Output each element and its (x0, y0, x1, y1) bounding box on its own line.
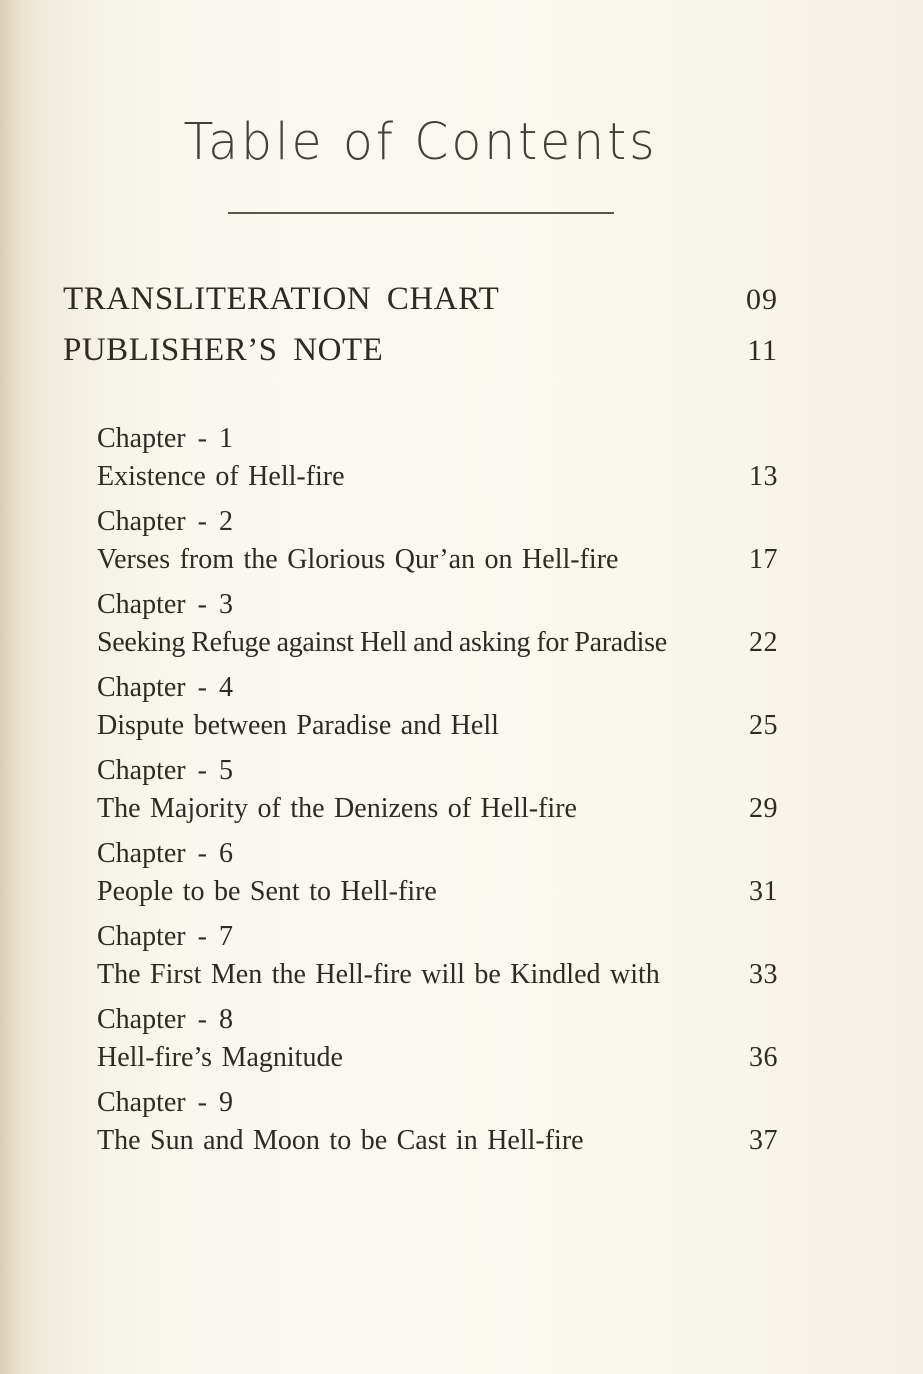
toc-entry-chapter-1 (97, 420, 778, 496)
toc-entry-chapter-4 (97, 669, 778, 745)
chapter-title-row (97, 1122, 778, 1160)
chapter-title: Existence of Hell-fire (97, 461, 345, 492)
chapter-page-number: 36 (749, 1042, 778, 1073)
chapter-title: The First Men the Hell-fire will be Kindled with (97, 959, 660, 990)
chapter-title: Dispute between Paradise and Hell (97, 710, 499, 741)
chapter-heading: Chapter - 1 (97, 423, 233, 454)
toc-entry-chapter-5 (97, 752, 778, 828)
toc-entry-chapter-9 (97, 1084, 778, 1160)
chapter-page-number: 22 (749, 627, 778, 658)
entry-label: PUBLISHER’S NOTE (63, 332, 384, 368)
chapter-title-row (97, 707, 778, 745)
chapter-page-number: 25 (749, 710, 778, 741)
chapter-page-number: 31 (749, 876, 778, 907)
toc-entry-chapter-6 (97, 835, 778, 911)
chapter-title: The Majority of the Denizens of Hell-fire (97, 793, 577, 824)
toc-entry-chapter-7 (97, 918, 778, 994)
toc-entry-chapter-2 (97, 503, 778, 579)
entry-page-number: 11 (747, 334, 778, 367)
chapter-list (97, 420, 778, 1160)
chapter-heading: Chapter - 5 (97, 755, 233, 786)
title-divider-rule (228, 212, 614, 214)
chapter-heading: Chapter - 2 (97, 506, 233, 537)
chapter-title-row (97, 873, 778, 911)
chapter-heading: Chapter - 4 (97, 672, 233, 703)
chapter-title: The Sun and Moon to be Cast in Hell-fire (97, 1125, 584, 1156)
front-matter-list (63, 274, 778, 376)
chapter-title-row (97, 1039, 778, 1077)
chapter-title: Seeking Refuge against Hell and asking for Paradise (97, 627, 667, 658)
page-content (63, 0, 778, 1160)
chapter-title: Hell-fire’s Magnitude (97, 1042, 343, 1073)
toc-entry-chapter-3 (97, 586, 778, 662)
toc-entry-chapter-8 (97, 1001, 778, 1077)
page-title: Table of Contents (183, 113, 658, 172)
toc-entry-publishers-note (63, 325, 778, 376)
chapter-page-number: 33 (749, 959, 778, 990)
chapter-heading: Chapter - 8 (97, 1004, 233, 1035)
chapter-page-number: 37 (749, 1125, 778, 1156)
chapter-page-number: 13 (749, 461, 778, 492)
chapter-page-number: 29 (749, 793, 778, 824)
chapter-title: People to be Sent to Hell-fire (97, 876, 437, 907)
chapter-page-number: 17 (749, 544, 778, 575)
chapter-heading: Chapter - 3 (97, 589, 233, 620)
chapter-title-row (97, 790, 778, 828)
toc-entry-transliteration-chart (63, 274, 778, 325)
chapter-heading: Chapter - 6 (97, 838, 233, 869)
chapter-heading: Chapter - 7 (97, 921, 233, 952)
chapter-title-row (97, 956, 778, 994)
chapter-title-row (97, 541, 778, 579)
chapter-title: Verses from the Glorious Qur’an on Hell-fire (97, 544, 619, 575)
chapter-title-row (97, 624, 778, 662)
entry-label: TRANSLITERATION CHART (63, 281, 500, 317)
chapter-heading: Chapter - 9 (97, 1087, 233, 1118)
entry-page-number: 09 (746, 283, 778, 316)
chapter-title-row (97, 458, 778, 496)
scan-gutter-shadow (0, 0, 26, 1374)
